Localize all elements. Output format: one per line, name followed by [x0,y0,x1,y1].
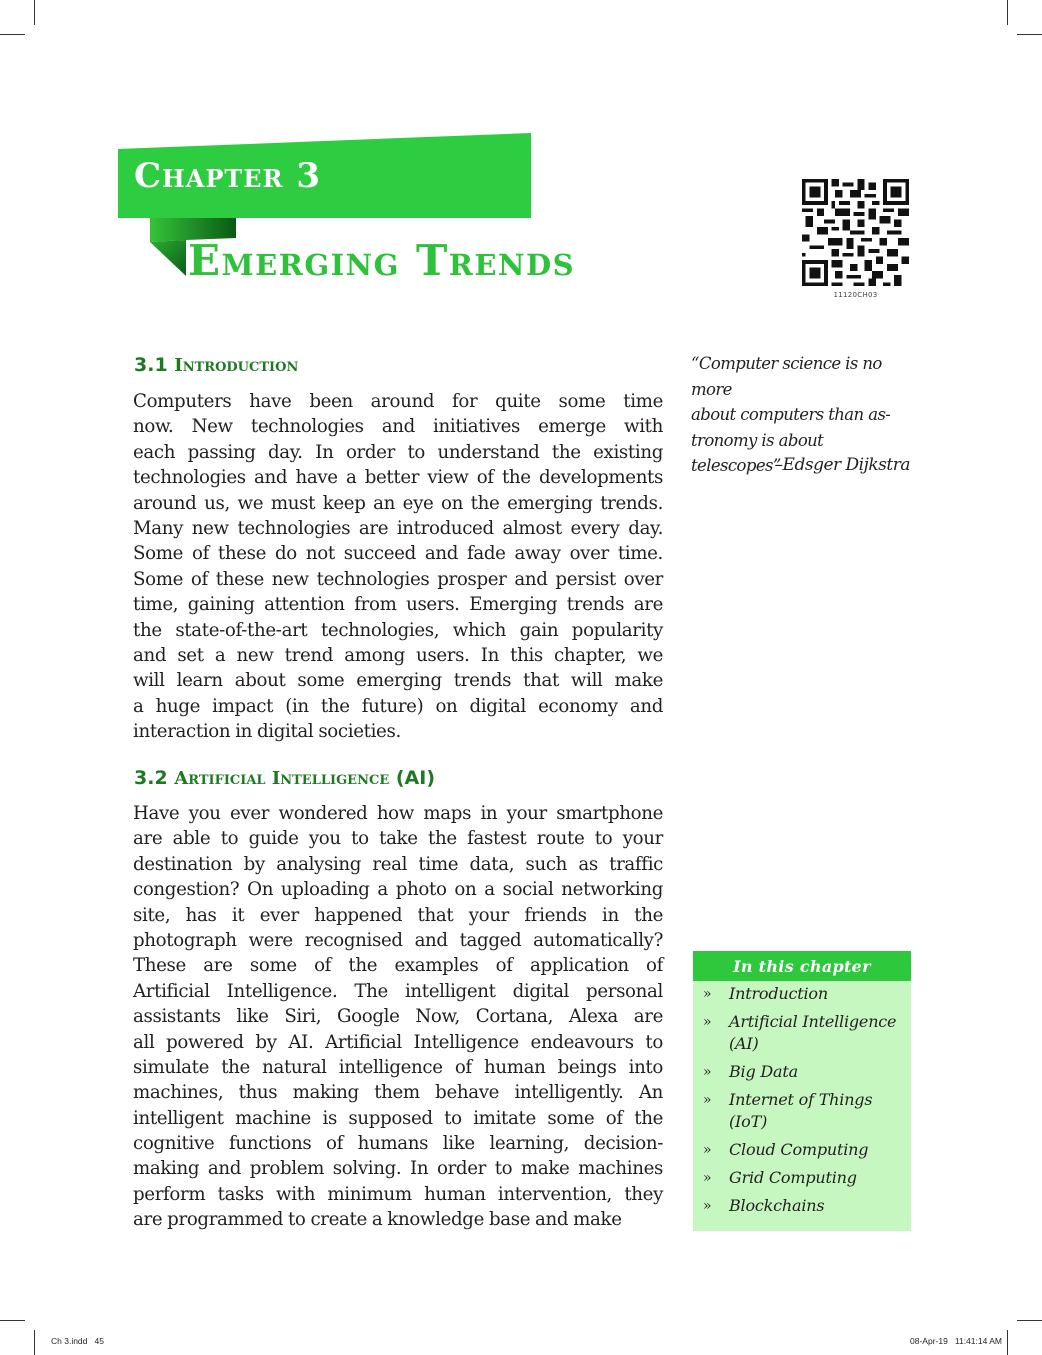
toc-item-label: Cloud Computing [729,1140,869,1159]
text-line: around us, we must keep an eye on the emerging trends. [133,492,663,514]
section-heading-artificial-intelligence [134,766,435,791]
toc-item [693,1167,911,1189]
text-line: These are some of the examples of application of [133,955,663,977]
text-line: time, gaining attention from users. Emerging trends are [133,594,663,616]
text-line: Many new technologies are introduced almost every day. [133,517,663,539]
quote-line: about computers than as- [691,405,891,424]
quote-author: –Edsger Dijkstra [774,455,910,475]
text-line: simulate the natural intelligence of human beings into [133,1056,663,1078]
toc-item-label: (AI) [729,1034,759,1053]
text-line: photograph were recognised and tagged automatically? [133,929,663,951]
text-line: congestion? On uploading a photo on a social networking [133,879,663,901]
double-chevron-bullet-icon: » [703,1064,712,1080]
text-line: interaction in digital societies. [133,721,401,743]
toc-item [693,1011,911,1055]
toc-item [693,1089,911,1133]
text-line: are programmed to create a knowledge base and make [133,1209,622,1231]
quote-line: tronomy is about telescopes” [691,430,824,475]
chapter-title: Emerging Trends [188,236,576,285]
double-chevron-bullet-icon: » [703,1092,712,1108]
text-line: cognitive functions of humans like learning, decision- [133,1133,663,1155]
section-number: 3.1 [134,354,168,376]
toc-item-label: Blockchains [729,1196,825,1215]
toc-item [693,1061,911,1083]
toc-header: In this chapter [693,951,911,981]
toc-item-label: Internet of Things [729,1090,873,1109]
toc-item [693,1139,911,1161]
section-body-artificial-intelligence [133,801,663,1233]
in-this-chapter-box [693,951,911,1231]
crop-mark [0,34,25,35]
section-title: Artificial Intelligence [174,768,390,789]
text-line: all powered by AI. Artificial Intelligence endeavours to [133,1031,663,1053]
text-line: making and problem solving. In order to make machines [133,1158,663,1180]
text-line: Have you ever wondered how maps in your smartphone [133,803,663,824]
toc-item-label: Big Data [729,1062,798,1081]
toc-item-label: Grid Computing [729,1168,857,1187]
crop-mark [34,1330,35,1355]
double-chevron-bullet-icon: » [703,1014,712,1030]
section-number: 3.2 [134,767,168,789]
toc-item [693,983,911,1005]
qr-code-icon [802,179,909,286]
toc-item [693,1195,911,1217]
crop-mark [1007,1330,1008,1355]
text-line: site, has it ever happened that your friends in the [133,904,663,926]
crop-mark [1017,1320,1042,1321]
text-line: Computers have been around for quite some time [133,391,663,412]
text-line: will learn about some emerging trends that will make [133,670,663,692]
text-line: Artificial Intelligence. The intelligent digital personal [133,980,663,1002]
text-line: Some of these new technologies prosper and persist over [133,568,663,590]
section-title: Introduction [174,355,299,376]
double-chevron-bullet-icon: » [703,1142,712,1158]
toc-item-label: Artificial Intelligence [729,1012,897,1031]
text-line: intelligent machine is supposed to imitate some of the [133,1107,663,1129]
quote-line: “Computer science is no more [691,354,882,399]
section-heading-introduction [134,353,298,378]
crop-mark [34,0,35,25]
footer-file-info: Ch 3.indd 45 [51,1336,104,1346]
double-chevron-bullet-icon: » [703,1170,712,1186]
section-body-introduction [133,389,663,744]
text-line: assistants like Siri, Google Now, Cortana, Alexa are [133,1006,663,1028]
toc-list [693,981,911,1217]
text-line: and set a new trend among users. In this chapter, we [133,644,663,666]
crop-mark [1017,34,1042,35]
text-line: destination by analysing real time data, such as traffic [133,853,663,875]
text-line: are able to guide you to take the fastest route to your [133,828,663,850]
text-line: perform tasks with minimum human intervention, they [133,1183,663,1205]
text-line: now. New technologies and initiatives emerge with [133,416,663,438]
text-line: the state-of-the-art technologies, which gain popularity [133,619,663,641]
text-line: a huge impact (in the future) on digital economy and [133,695,663,717]
text-line: machines, thus making them behave intelligently. An [133,1082,663,1104]
double-chevron-bullet-icon: » [703,986,712,1002]
toc-item-label: (IoT) [729,1112,768,1131]
chapter-label: Chapter 3 [134,156,321,196]
footer-timestamp: 08-Apr-19 11:41:14 AM [910,1336,1002,1346]
text-line: each passing day. In order to understand the existing [133,441,663,463]
text-line: Some of these do not succeed and fade away over time. [133,543,663,565]
qr-code-label: 11120CH03 [833,291,878,299]
section-title-suffix: (AI) [395,767,436,789]
text-line: technologies and have a better view of the developments [133,467,663,489]
double-chevron-bullet-icon: » [703,1198,712,1214]
crop-mark [1007,0,1008,25]
toc-item-label: Introduction [729,984,828,1003]
crop-mark [0,1320,25,1321]
